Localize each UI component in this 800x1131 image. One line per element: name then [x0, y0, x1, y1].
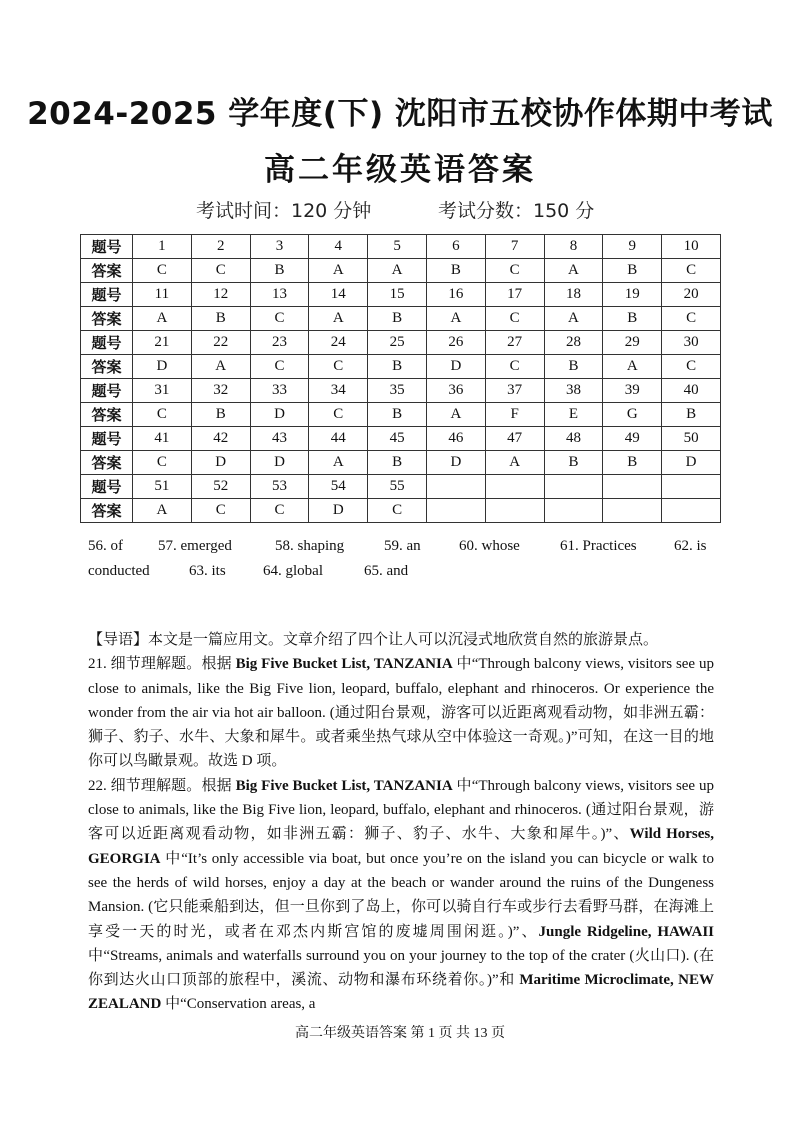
row-label: 答案 [81, 451, 133, 475]
table-cell [485, 499, 544, 523]
exam-title: 2024-2025 学年度(下) 沈阳市五校协作体期中考试 [27, 96, 773, 132]
fill-answer: 63. its [189, 563, 226, 579]
page-footer: 高二年级英语答案 第 1 页 共 13 页 [295, 1026, 505, 1041]
table-cell: 22 [191, 331, 250, 355]
table-cell: C [250, 307, 309, 331]
table-cell: B [662, 403, 721, 427]
row-label: 题号 [81, 283, 133, 307]
table-cell: 7 [485, 235, 544, 259]
table-cell: C [662, 259, 721, 283]
table-cell: G [603, 403, 662, 427]
table-cell [603, 499, 662, 523]
table-cell: 31 [133, 379, 192, 403]
table-cell [544, 475, 603, 499]
table-cell: 11 [133, 283, 192, 307]
table-cell: 49 [603, 427, 662, 451]
table-cell: E [544, 403, 603, 427]
table-cell: D [191, 451, 250, 475]
table-cell: 12 [191, 283, 250, 307]
table-row [81, 355, 721, 379]
table-cell: 28 [544, 331, 603, 355]
table-cell: 48 [544, 427, 603, 451]
row-label: 答案 [81, 499, 133, 523]
table-cell: D [250, 451, 309, 475]
q22-body-4: 中“Conservation areas, a [161, 996, 316, 1013]
table-cell: C [485, 259, 544, 283]
table-cell: B [191, 307, 250, 331]
explanation-text [88, 628, 714, 1017]
table-cell: 5 [368, 235, 427, 259]
table-row [81, 403, 721, 427]
table-cell: 13 [250, 283, 309, 307]
q22-source-3: Jungle Ridgeline, HAWAII [538, 923, 715, 940]
table-cell: 47 [485, 427, 544, 451]
table-row [81, 499, 721, 523]
fill-answer: 61. Practices [560, 538, 637, 554]
table-cell: C [485, 355, 544, 379]
table-cell: B [603, 451, 662, 475]
row-label: 题号 [81, 427, 133, 451]
fill-answer: 58. shaping [275, 538, 345, 554]
table-cell [662, 499, 721, 523]
table-cell [426, 499, 485, 523]
table-cell: C [485, 307, 544, 331]
table-cell: 55 [368, 475, 427, 499]
table-cell: 6 [426, 235, 485, 259]
q22-body-3: 中“Streams, animals and waterfalls surround you on your journey to the top of the crater (火山口). (在你到达火山口顶部的旅程中，溪流、动物和瀑布环绕着你。)”和 [88, 947, 714, 989]
table-cell: 53 [250, 475, 309, 499]
table-cell: C [133, 451, 192, 475]
table-cell: D [426, 355, 485, 379]
table-cell: A [544, 307, 603, 331]
table-cell: 23 [250, 331, 309, 355]
table-cell: A [133, 499, 192, 523]
table-cell: C [368, 499, 427, 523]
table-row [81, 451, 721, 475]
table-cell: A [544, 259, 603, 283]
q21-prefix: 21. 细节理解题。根据 [88, 656, 236, 673]
table-cell: 21 [133, 331, 192, 355]
table-cell [603, 475, 662, 499]
table-cell: 51 [133, 475, 192, 499]
table-cell: C [250, 499, 309, 523]
table-cell: 4 [309, 235, 368, 259]
table-cell: D [309, 499, 368, 523]
table-cell: A [309, 307, 368, 331]
row-label: 题号 [81, 475, 133, 499]
q22-source-2: Wild Horses, GEORGIA [88, 826, 714, 867]
table-cell: 15 [368, 283, 427, 307]
table-cell: A [309, 259, 368, 283]
table-cell: 39 [603, 379, 662, 403]
table-cell: 37 [485, 379, 544, 403]
table-cell: 3 [250, 235, 309, 259]
table-cell: 42 [191, 427, 250, 451]
table-cell: 26 [426, 331, 485, 355]
table-cell: A [133, 307, 192, 331]
table-cell: C [250, 355, 309, 379]
table-cell: B [368, 451, 427, 475]
q22-body-1: 中“Through balcony views, visitors see up close to animals, like the Big Five lion, leopard, buffalo, elephant and rhinoceros. (通过阳台景观，游客可以近距离观看动物，如非洲五霸：狮子、豹子、水牛、大象和犀牛。)”、 [88, 777, 714, 843]
table-cell: B [250, 259, 309, 283]
fill-answer: 57. emerged [158, 538, 232, 554]
table-cell: C [133, 259, 192, 283]
table-cell [544, 499, 603, 523]
table-cell: 9 [603, 235, 662, 259]
table-cell: A [426, 307, 485, 331]
table-cell: C [309, 355, 368, 379]
table-cell [662, 475, 721, 499]
table-cell: 33 [250, 379, 309, 403]
q22-source-1: Big Five Bucket List, TANZANIA [235, 777, 453, 794]
fill-answer: 56. of [88, 538, 123, 554]
table-cell: B [603, 259, 662, 283]
table-cell: 10 [662, 235, 721, 259]
table-row [81, 283, 721, 307]
q22-source-4: Maritime Microclimate, NEW ZEALAND [88, 972, 714, 1013]
row-label: 答案 [81, 307, 133, 331]
fill-answer: conducted [88, 563, 150, 579]
intro-paragraph: 【导语】本文是一篇应用文。文章介绍了四个让人可以沉浸式地欣赏自然的旅游景点。 [88, 632, 659, 648]
fill-answer: 64. global [263, 563, 323, 579]
table-cell: 2 [191, 235, 250, 259]
row-label: 答案 [81, 355, 133, 379]
table-cell: 16 [426, 283, 485, 307]
q21-body: 中“Through balcony views, visitors see up close to animals, like the Big Five lion, leopard, buffalo, elephant and rhinoceros. Or experience the wonder from the air via hot air balloon. (通过阳台景观，游客可以近距离观看动物，如非洲五霸：狮子、豹子、水牛、大象和犀牛。或者乘坐热气球从空中体验这一奇观。)”可知，在这一目的地你可以鸟瞰景观。故选 D 项。 [88, 656, 714, 770]
table-cell: 50 [662, 427, 721, 451]
table-cell: D [250, 403, 309, 427]
table-cell: 46 [426, 427, 485, 451]
table-cell: 19 [603, 283, 662, 307]
q22-prefix: 22. 细节理解题。根据 [88, 777, 236, 794]
answer-table [80, 234, 721, 523]
table-cell: 20 [662, 283, 721, 307]
table-cell: 14 [309, 283, 368, 307]
table-cell: 24 [309, 331, 368, 355]
table-cell: D [662, 451, 721, 475]
table-cell: A [309, 451, 368, 475]
row-label: 题号 [81, 235, 133, 259]
table-cell: F [485, 403, 544, 427]
table-cell [426, 475, 485, 499]
table-cell: 30 [662, 331, 721, 355]
table-row [81, 427, 721, 451]
table-cell: 17 [485, 283, 544, 307]
table-cell: 38 [544, 379, 603, 403]
table-cell: 29 [603, 331, 662, 355]
table-cell: 35 [368, 379, 427, 403]
answer-key-title: 高二年级英语答案 [264, 152, 536, 188]
q22-explanation [88, 774, 714, 1017]
table-cell: A [426, 403, 485, 427]
table-cell: C [191, 499, 250, 523]
table-row [81, 331, 721, 355]
table-cell: B [426, 259, 485, 283]
table-cell: A [368, 259, 427, 283]
table-cell: D [426, 451, 485, 475]
table-cell: C [191, 259, 250, 283]
q22-body-2: 中“It’s only accessible via boat, but once you’re on the island you can bicycle or walk to see the herds of wild horses, enjoy a day at the beach or wander around the ruins of the Dungeness Mansion. (它只能乘船到达，但一旦你到了岛上，你可以骑自行车或步行去看野马群，在海滩上享受一天的时光，或者在邓杰内斯宫馆的废墟周围闲逛。)”、 [88, 850, 714, 940]
table-cell: B [368, 403, 427, 427]
table-row [81, 235, 721, 259]
table-cell: 44 [309, 427, 368, 451]
table-cell: B [603, 307, 662, 331]
table-cell: B [544, 451, 603, 475]
table-cell: C [662, 355, 721, 379]
table-cell: 52 [191, 475, 250, 499]
table-cell: 32 [191, 379, 250, 403]
row-label: 题号 [81, 379, 133, 403]
table-cell: 34 [309, 379, 368, 403]
table-cell: 36 [426, 379, 485, 403]
table-cell: C [133, 403, 192, 427]
table-cell: D [133, 355, 192, 379]
table-cell [485, 475, 544, 499]
table-cell: B [191, 403, 250, 427]
table-row [81, 379, 721, 403]
table-cell: 45 [368, 427, 427, 451]
table-cell: B [368, 355, 427, 379]
fill-answer: 65. and [364, 563, 409, 579]
row-label: 答案 [81, 259, 133, 283]
table-cell: 18 [544, 283, 603, 307]
table-cell: 1 [133, 235, 192, 259]
table-cell: 27 [485, 331, 544, 355]
table-cell: 54 [309, 475, 368, 499]
table-cell: 43 [250, 427, 309, 451]
fill-answer: 62. is [674, 538, 707, 554]
table-cell: 40 [662, 379, 721, 403]
table-cell: 25 [368, 331, 427, 355]
table-cell: 8 [544, 235, 603, 259]
row-label: 题号 [81, 331, 133, 355]
table-cell: C [309, 403, 368, 427]
table-cell: B [544, 355, 603, 379]
table-cell: A [485, 451, 544, 475]
exam-time: 考试时间：120 分钟 [196, 200, 372, 222]
q21-explanation [88, 652, 714, 773]
row-label: 答案 [81, 403, 133, 427]
table-row [81, 307, 721, 331]
table-cell: B [368, 307, 427, 331]
table-cell: A [191, 355, 250, 379]
table-cell: C [662, 307, 721, 331]
exam-score: 考试分数：150 分 [438, 200, 595, 222]
table-cell: A [603, 355, 662, 379]
table-row [81, 259, 721, 283]
fill-answer: 60. whose [459, 538, 520, 554]
q21-source: Big Five Bucket List, TANZANIA [235, 656, 453, 673]
table-row [81, 475, 721, 499]
fill-answer: 59. an [384, 538, 421, 554]
table-cell: 41 [133, 427, 192, 451]
